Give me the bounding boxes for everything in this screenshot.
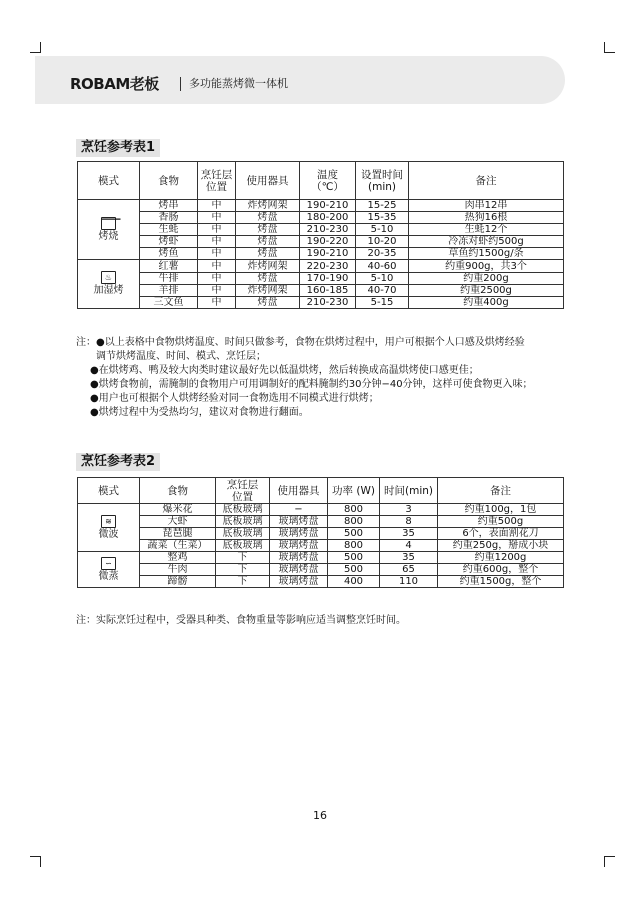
table2-header-power: 功率 (W) [328, 478, 380, 504]
table-row [78, 236, 564, 248]
table-cell: 琵琶腿 [140, 528, 216, 540]
table-cell: 牛排 [140, 272, 198, 284]
table-cell: 15-35 [356, 212, 409, 224]
humid-bake-icon: ♨ [101, 271, 116, 284]
table-cell: 炸烤网架 [236, 284, 300, 296]
table-cell: 5-15 [356, 296, 409, 308]
table-cell: 220-230 [300, 260, 356, 272]
table-cell: 170-190 [300, 272, 356, 284]
table-cell: 500 [328, 552, 380, 564]
table-cell: 底板玻璃 [216, 540, 270, 552]
table-row [78, 540, 564, 552]
table-cell: 烤串 [140, 200, 198, 212]
table-cell: 约重900g，共3个 [409, 260, 564, 272]
table1-header-rack: 烹饪层 位置 [198, 162, 236, 200]
table-cell: 红薯 [140, 260, 198, 272]
table-cell: 20-35 [356, 248, 409, 260]
table-cell: 35 [380, 552, 438, 564]
table-cell: 炸烤网架 [236, 200, 300, 212]
table-cell: 800 [328, 516, 380, 528]
table-cell: 10-20 [356, 236, 409, 248]
mode-cell [78, 504, 140, 552]
crop-mark-bottom-right [604, 856, 615, 867]
table-cell: 大虾 [140, 516, 216, 528]
mode-cell [78, 260, 140, 308]
table-row [78, 248, 564, 260]
table-cell: 65 [380, 564, 438, 576]
table-cell: 草鱼约1500g/条 [409, 248, 564, 260]
table-cell: 190-210 [300, 200, 356, 212]
table-cell: 500 [328, 564, 380, 576]
table-cell: 5-10 [356, 224, 409, 236]
table-cell: 800 [328, 540, 380, 552]
table1-header-food: 食物 [140, 162, 198, 200]
table-cell: 烤盘 [236, 272, 300, 284]
table-cell: 约重250g，掰成小块 [438, 540, 564, 552]
table-cell: 190-210 [300, 248, 356, 260]
micro-steam-icon: ∽ [101, 557, 116, 570]
table-cell: 约重500g [438, 516, 564, 528]
note-line: ●用户也可根据个人烘烤经验对同一食物选用不同模式进行烘烤； [90, 393, 379, 404]
table-row [78, 200, 564, 212]
table-row [78, 576, 564, 588]
mode-cell [78, 200, 140, 260]
table-cell: 下 [216, 564, 270, 576]
table-row [78, 552, 564, 564]
table-cell: 约重600g，整个 [438, 564, 564, 576]
table-cell: 160-185 [300, 284, 356, 296]
table-row [78, 260, 564, 272]
table-cell: 180-200 [300, 212, 356, 224]
table2-title: 烹饪参考表2 [76, 453, 160, 471]
table-cell: 烤鱼 [140, 248, 198, 260]
table1-notes [76, 336, 533, 420]
table-row [78, 284, 564, 296]
table-cell: 爆米花 [140, 504, 216, 516]
brand-logo: ROBAM老板 [70, 75, 159, 93]
table-cell: 约重100g，1包 [438, 504, 564, 516]
microwave-icon: ≋ [101, 515, 116, 528]
table-cell: 烤盘 [236, 236, 300, 248]
table-cell: 香肠 [140, 212, 198, 224]
table-cell: 40-60 [356, 260, 409, 272]
mode-label: 烤烧 [98, 230, 119, 242]
table-row [78, 504, 564, 516]
crop-mark-top-right [604, 42, 615, 53]
table-row [78, 564, 564, 576]
table-cell: 生蚝 [140, 224, 198, 236]
table-cell: 三文鱼 [140, 296, 198, 308]
table-cell: 35 [380, 528, 438, 540]
table-cell: 约重1200g [438, 552, 564, 564]
note-line: ●烘烤食物前，需腌制的食物用户可用调制好的配料腌制约30分钟−40分钟，这样可使食物更入味； [90, 379, 533, 390]
table1-body [78, 200, 564, 309]
table-cell: 冷冻对虾约500g [409, 236, 564, 248]
table-cell: 下 [216, 576, 270, 588]
table-cell: 约重200g [409, 272, 564, 284]
table-cell: 中 [198, 260, 236, 272]
table1-header-mode: 模式 [78, 162, 140, 200]
table-cell: 中 [198, 284, 236, 296]
table-cell: 烤盘 [236, 224, 300, 236]
table-cell: 4 [380, 540, 438, 552]
table-cell: 烤盘 [236, 296, 300, 308]
table-row [78, 528, 564, 540]
table2-header-utensil: 使用器具 [270, 478, 328, 504]
table-cell: 玻璃烤盘 [270, 528, 328, 540]
table-cell: 3 [380, 504, 438, 516]
table-cell: 5-10 [356, 272, 409, 284]
table-cell: 800 [328, 504, 380, 516]
table-row [78, 516, 564, 528]
cooking-reference-table-2 [77, 477, 564, 588]
table-cell: 玻璃烤盘 [270, 564, 328, 576]
table-cell: 整鸡 [140, 552, 216, 564]
table-cell: 烤虾 [140, 236, 198, 248]
table-cell: 蹄髈 [140, 576, 216, 588]
table-cell: 牛肉 [140, 564, 216, 576]
table-cell: 肉串12串 [409, 200, 564, 212]
crop-mark-top-left [30, 42, 41, 53]
cooking-reference-table-1 [77, 161, 564, 309]
table-cell: 中 [198, 272, 236, 284]
table-cell: 约重400g [409, 296, 564, 308]
table-cell: 烤盘 [236, 248, 300, 260]
table2-header-food: 食物 [140, 478, 216, 504]
table-row [78, 272, 564, 284]
table-cell: 500 [328, 528, 380, 540]
table-cell: 玻璃烤盘 [270, 516, 328, 528]
mode-label: 加湿烤 [93, 285, 124, 297]
table-cell: 底板玻璃 [216, 528, 270, 540]
mode-label: 微蒸 [98, 570, 119, 582]
table2-header-time: 时间(min) [380, 478, 438, 504]
header-subtitle: 多功能蒸烤微一体机 [189, 77, 288, 90]
table-cell: 中 [198, 236, 236, 248]
table1-header-time: 设置时间 (min) [356, 162, 409, 200]
table1-header-remark: 备注 [409, 162, 564, 200]
header-divider [180, 77, 181, 91]
table-cell: 40-70 [356, 284, 409, 296]
note-line: 调节烘烤温度、时间、模式、烹饪层； [96, 351, 266, 362]
note-line: ●烘烤过程中为受热均匀，建议对食物进行翻面。 [90, 407, 309, 418]
table-cell: 110 [380, 576, 438, 588]
table-cell: 中 [198, 200, 236, 212]
table-cell: 生蚝12个 [409, 224, 564, 236]
table-cell: 烤盘 [236, 212, 300, 224]
table2-note: 注：实际烹饪过程中，受器具种类、食物重量等影响应适当调整烹饪时间。 [76, 615, 406, 626]
table-cell: 400 [328, 576, 380, 588]
table-cell: 15-25 [356, 200, 409, 212]
page-number: 16 [313, 809, 327, 822]
table-cell: 底板玻璃 [216, 516, 270, 528]
table-row [78, 212, 564, 224]
crop-mark-bottom-left [30, 856, 41, 867]
table-cell: 190-220 [300, 236, 356, 248]
table-cell: 底板玻璃 [216, 504, 270, 516]
table-cell: 6个，表面割花刀 [438, 528, 564, 540]
mode-cell [78, 552, 140, 588]
table-cell: 玻璃烤盘 [270, 576, 328, 588]
table-row [78, 296, 564, 308]
table-cell: 玻璃烤盘 [270, 540, 328, 552]
table-cell: 210-230 [300, 224, 356, 236]
table-cell: 8 [380, 516, 438, 528]
table1-header-temperature: 温度 （℃） [300, 162, 356, 200]
grill-icon: ▔▔▔ [102, 218, 121, 228]
table-cell: 约重2500g [409, 284, 564, 296]
table2-header-rack: 烹饪层 位置 [216, 478, 270, 504]
table-cell: 中 [198, 212, 236, 224]
table-cell: 中 [198, 296, 236, 308]
table-cell: 热狗16根 [409, 212, 564, 224]
table-cell: 中 [198, 224, 236, 236]
table2-body [78, 504, 564, 588]
table-cell: 蔬菜（生菜） [140, 540, 216, 552]
note-line: ●在烘烤鸡、鸭及较大肉类时建议最好先以低温烘烤，然后转换成高温烘烤使口感更佳； [90, 365, 479, 376]
mode-label: 微波 [98, 528, 119, 540]
table1-title: 烹饪参考表1 [76, 139, 160, 157]
table-cell: 约重1500g，整个 [438, 576, 564, 588]
table-cell: 玻璃烤盘 [270, 552, 328, 564]
table2-header-mode: 模式 [78, 478, 140, 504]
table-cell: 下 [216, 552, 270, 564]
table1-header-utensil: 使用器具 [236, 162, 300, 200]
table-cell: 中 [198, 248, 236, 260]
table-cell: 炸烤网架 [236, 260, 300, 272]
note-line: 注：●以上表格中食物烘烤温度、时间只做参考，食物在烘烤过程中，用户可根据个人口感及烘烤经验 [76, 337, 525, 348]
table-cell: 羊排 [140, 284, 198, 296]
table2-header-remark: 备注 [438, 478, 564, 504]
table-cell: − [270, 504, 328, 516]
table-cell: 210-230 [300, 296, 356, 308]
table-row [78, 224, 564, 236]
